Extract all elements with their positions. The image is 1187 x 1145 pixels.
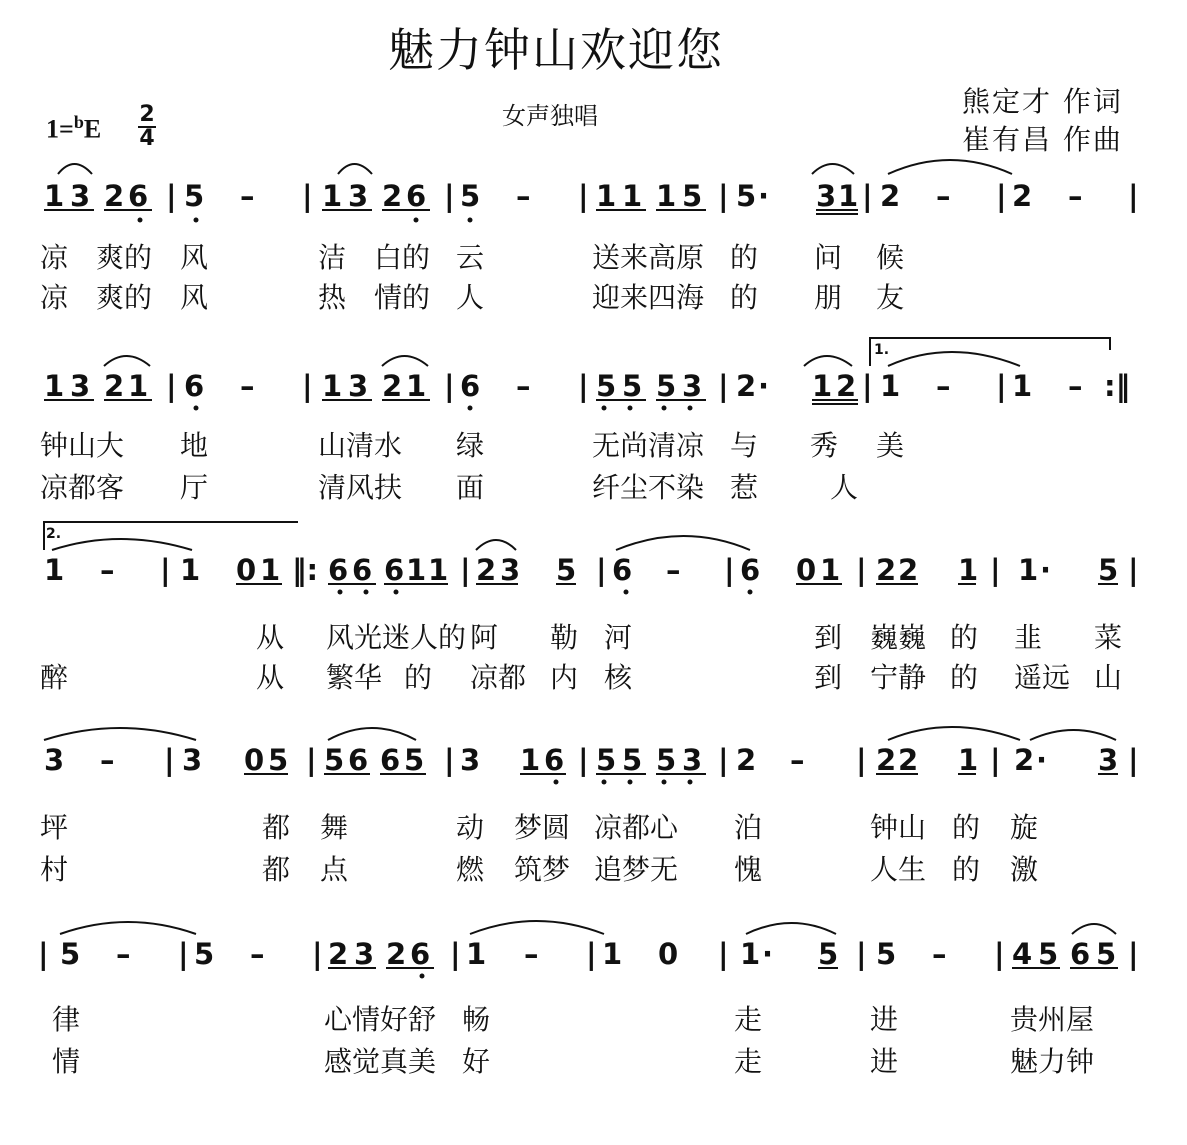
score-glyph: · <box>758 369 770 403</box>
score-glyph: | <box>586 937 597 971</box>
score-glyph: 2 <box>386 937 407 971</box>
score-glyph: 核 <box>604 661 633 694</box>
score-glyph: 1 <box>260 553 281 587</box>
score-glyph: 山清水 <box>318 429 403 462</box>
barline: | <box>578 179 589 213</box>
score-glyph: 山 <box>1094 661 1123 694</box>
barline: | <box>718 179 729 213</box>
note: 1 <box>838 179 859 213</box>
score-glyph: 进 <box>870 1045 899 1078</box>
score-glyph: · <box>1040 553 1052 587</box>
score-glyph: 3 <box>682 743 703 777</box>
score-glyph: 5 <box>876 937 897 971</box>
score-glyph: 秀 <box>810 429 839 462</box>
note: 1 <box>322 179 343 213</box>
score-glyph: 舞 <box>320 811 349 844</box>
score-glyph: | <box>990 553 1001 587</box>
system-3 <box>0 520 1187 600</box>
dash: – <box>240 179 255 213</box>
score-glyph: | <box>1128 937 1139 971</box>
score-glyph: 3 <box>1098 743 1119 777</box>
score-glyph: 1 <box>1018 553 1039 587</box>
score-glyph: 云 <box>456 241 485 274</box>
note: 3 <box>70 179 91 213</box>
score-glyph: 地 <box>180 429 209 462</box>
score-glyph: 5 <box>60 937 81 971</box>
score-glyph: 钟山 <box>870 811 927 844</box>
score-glyph: 3 <box>348 369 369 403</box>
score-glyph: 6 <box>352 553 373 587</box>
score-glyph: – <box>932 937 947 971</box>
score-glyph: 绿 <box>456 429 485 462</box>
score-glyph: 勒 <box>550 621 579 654</box>
score-glyph: 朋 <box>814 281 843 314</box>
score-glyph: 1 <box>406 553 427 587</box>
flat-sign: b <box>73 112 84 132</box>
score-glyph: 3 <box>44 743 65 777</box>
dash: – <box>936 179 951 213</box>
score-glyph: | <box>450 937 461 971</box>
score-glyph: 从 <box>256 661 285 694</box>
barline: | <box>444 179 455 213</box>
score-glyph: 追梦无 <box>594 853 679 886</box>
note: 1 <box>622 179 643 213</box>
score-glyph: 6 <box>460 369 481 403</box>
barline: | <box>166 179 177 213</box>
score-glyph: 5 <box>596 369 617 403</box>
score-glyph: 1 <box>740 937 761 971</box>
score-glyph: 6 <box>328 553 349 587</box>
score-glyph: – <box>100 743 115 777</box>
score-glyph: 贵州屋 <box>1010 1003 1095 1036</box>
score-glyph: 迎来四海 <box>592 281 705 314</box>
score-glyph: 凉都客 <box>40 471 125 504</box>
score-glyph: 0 <box>236 553 257 587</box>
score-glyph: 凉 <box>40 241 69 274</box>
score-glyph: 1 <box>44 553 65 587</box>
score-glyph: 热 <box>318 281 347 314</box>
score-glyph: 进 <box>870 1003 899 1036</box>
score-glyph: | <box>862 369 873 403</box>
note: 5 <box>682 179 703 213</box>
score-glyph: | <box>856 743 867 777</box>
score-glyph: – <box>250 937 265 971</box>
score-glyph: 坪 <box>40 811 69 844</box>
score-glyph: 内 <box>550 661 579 694</box>
score-glyph: 问 <box>814 241 843 274</box>
score-glyph: 燃 <box>456 853 485 886</box>
score-glyph: 2 <box>898 743 919 777</box>
score-glyph: | <box>302 369 313 403</box>
score-glyph: 1 <box>812 369 833 403</box>
score-glyph: 1 <box>880 369 901 403</box>
score-glyph: | <box>444 743 455 777</box>
score-glyph: 感觉真美 <box>324 1045 437 1078</box>
note: 2 <box>104 179 125 213</box>
barline: | <box>1128 179 1139 213</box>
score-glyph: 情的 <box>374 281 431 314</box>
score-glyph: – <box>516 369 531 403</box>
score-glyph: | <box>856 937 867 971</box>
score-glyph: 宁静 <box>870 661 927 694</box>
score-glyph: 5 <box>1098 553 1119 587</box>
score-glyph: 3 <box>682 369 703 403</box>
note: 3 <box>348 179 369 213</box>
note: 1 <box>596 179 617 213</box>
score-glyph: 走 <box>734 1003 763 1036</box>
score-glyph: 1 <box>406 369 427 403</box>
score-glyph: 凉都 <box>470 661 527 694</box>
score-glyph: | <box>312 937 323 971</box>
score-glyph: 6 <box>380 743 401 777</box>
score-glyph: 5 <box>656 743 677 777</box>
score-glyph: | <box>578 743 589 777</box>
system-2 <box>0 336 1187 416</box>
score-glyph: 5 <box>622 369 643 403</box>
score-glyph: 6 <box>612 553 633 587</box>
key-signature <box>46 112 101 145</box>
score-glyph: 清风扶 <box>318 471 403 504</box>
score-glyph: – <box>116 937 131 971</box>
score-glyph: | <box>166 369 177 403</box>
score-glyph: 菜 <box>1094 621 1123 654</box>
score-glyph: 爽的 <box>96 241 153 274</box>
dash: – <box>1068 179 1083 213</box>
score-glyph: | <box>460 553 471 587</box>
score-glyph: – <box>1068 369 1083 403</box>
key-prefix: 1= <box>46 114 74 144</box>
score-glyph: 6 <box>1070 937 1091 971</box>
score-glyph: | <box>718 743 729 777</box>
score-glyph: 遥远 <box>1014 661 1071 694</box>
score-glyph: 6 <box>740 553 761 587</box>
score-glyph: 5 <box>596 743 617 777</box>
score-glyph: 凉都心 <box>594 811 679 844</box>
score-glyph: 5 <box>324 743 345 777</box>
score-glyph: 2 <box>476 553 497 587</box>
score-glyph: 1 <box>958 553 979 587</box>
score-glyph: 3 <box>460 743 481 777</box>
score-glyph: | <box>38 937 49 971</box>
score-glyph: 3 <box>70 369 91 403</box>
score-glyph: 人 <box>456 281 485 314</box>
score-glyph: 风光迷人的 <box>326 621 467 654</box>
note: 5 <box>184 179 205 213</box>
score-glyph: 5 <box>404 743 425 777</box>
score-glyph: 好 <box>462 1045 491 1078</box>
score-glyph: 泊 <box>734 811 763 844</box>
score-glyph: 纤尘不染 <box>592 471 705 504</box>
score-glyph: 5 <box>194 937 215 971</box>
score-glyph: – <box>790 743 805 777</box>
score-glyph: 0 <box>658 937 679 971</box>
score-glyph: 村 <box>40 853 69 886</box>
volta-1: 1. <box>874 342 890 358</box>
score-glyph: 愧 <box>734 853 763 886</box>
score-glyph: 的 <box>730 241 759 274</box>
score-glyph: 的 <box>952 811 981 844</box>
score-glyph: 与 <box>730 429 759 462</box>
score-glyph: 1 <box>1012 369 1033 403</box>
score-glyph: 筑梦 <box>514 853 571 886</box>
system-1 <box>0 148 1187 228</box>
score-glyph: 白的 <box>374 241 431 274</box>
score-glyph: | <box>160 553 171 587</box>
score-glyph: | <box>996 369 1007 403</box>
score-glyph: | <box>724 553 735 587</box>
score-glyph: 2 <box>876 553 897 587</box>
score-glyph: 5 <box>1096 937 1117 971</box>
score-glyph: 1 <box>322 369 343 403</box>
score-glyph: 旋 <box>1010 811 1039 844</box>
performance-type: 女声独唱 <box>502 102 598 130</box>
score-glyph: – <box>100 553 115 587</box>
score-glyph: 风 <box>180 241 209 274</box>
score-glyph: 都 <box>262 853 291 886</box>
score-glyph: | <box>1128 553 1139 587</box>
time-signature <box>138 104 156 150</box>
score-glyph: 的 <box>950 661 979 694</box>
score-glyph: 的 <box>730 281 759 314</box>
score-glyph: 5 <box>556 553 577 587</box>
score-glyph: – <box>240 369 255 403</box>
barline: | <box>302 179 313 213</box>
note: 3 <box>816 179 837 213</box>
key-note: E <box>83 114 102 144</box>
score-glyph: 风 <box>180 281 209 314</box>
score-glyph: 候 <box>876 241 905 274</box>
score-glyph: 律 <box>52 1003 81 1036</box>
score-glyph: 人 <box>830 471 859 504</box>
song-title: 魅力钟山欢迎您 <box>388 23 724 77</box>
score-glyph: 6 <box>544 743 565 777</box>
score-glyph: 繁华 <box>326 661 383 694</box>
note: 6 <box>406 179 427 213</box>
time-bottom: 4 <box>139 126 155 151</box>
score-glyph: | <box>164 743 175 777</box>
score-glyph: 美 <box>876 429 905 462</box>
score-glyph: 魅力钟 <box>1010 1045 1095 1078</box>
composer-credit: 崔有昌 作曲 <box>962 123 1123 156</box>
score-glyph: 1 <box>466 937 487 971</box>
score-glyph: · <box>1036 743 1048 777</box>
score-glyph: 2 <box>736 369 757 403</box>
score-glyph: 爽的 <box>96 281 153 314</box>
system-5 <box>0 904 1187 984</box>
score-glyph: 的 <box>952 853 981 886</box>
score-glyph: 梦圆 <box>514 811 571 844</box>
score-glyph: 凉 <box>40 281 69 314</box>
score-glyph: | <box>718 937 729 971</box>
score-glyph: | <box>578 369 589 403</box>
score-glyph: – <box>936 369 951 403</box>
system-4 <box>0 710 1187 790</box>
score-glyph: 2 <box>382 369 403 403</box>
score-glyph: 1 <box>428 553 449 587</box>
score-glyph: | <box>178 937 189 971</box>
score-glyph: 阿 <box>470 621 499 654</box>
score-glyph: | <box>306 743 317 777</box>
note: 1 <box>44 179 65 213</box>
score-glyph: | <box>1128 743 1139 777</box>
score-glyph: · <box>762 937 774 971</box>
score-glyph: – <box>524 937 539 971</box>
score-glyph: 韭 <box>1014 621 1043 654</box>
score-glyph: | <box>994 937 1005 971</box>
score-glyph: 的 <box>404 661 433 694</box>
note: 2 <box>382 179 403 213</box>
score-glyph: 0 <box>244 743 265 777</box>
score-glyph: – <box>666 553 681 587</box>
score-glyph: 4 <box>1012 937 1033 971</box>
note: 1 <box>656 179 677 213</box>
score-glyph: 到 <box>814 621 843 654</box>
score-glyph: 走 <box>734 1045 763 1078</box>
score-glyph: 友 <box>876 281 905 314</box>
score-glyph: 5 <box>818 937 839 971</box>
time-top: 2 <box>139 102 155 127</box>
score-glyph: | <box>856 553 867 587</box>
score-glyph: | <box>990 743 1001 777</box>
score-glyph: 人生 <box>870 853 927 886</box>
score-glyph: 面 <box>456 471 485 504</box>
score-glyph: 6 <box>348 743 369 777</box>
score-glyph: 2 <box>836 369 857 403</box>
score-glyph: 3 <box>354 937 375 971</box>
score-glyph: 的 <box>950 621 979 654</box>
score-glyph: :‖ <box>1104 369 1131 403</box>
score-glyph: 5 <box>656 369 677 403</box>
score-glyph: 3 <box>500 553 521 587</box>
score-glyph: 到 <box>814 661 843 694</box>
score-glyph: 洁 <box>318 241 347 274</box>
note: 2 <box>1012 179 1033 213</box>
score-glyph: 6 <box>410 937 431 971</box>
score-glyph: 0 <box>796 553 817 587</box>
score-glyph: 1 <box>128 369 149 403</box>
score-glyph: 惹 <box>730 471 759 504</box>
score-glyph: 1 <box>820 553 841 587</box>
note: 5 <box>460 179 481 213</box>
score-glyph: 2 <box>898 553 919 587</box>
note: 5 <box>736 179 757 213</box>
score-glyph: 2 <box>104 369 125 403</box>
score-glyph: 5 <box>268 743 289 777</box>
barline: | <box>862 179 873 213</box>
score-glyph: 2 <box>1014 743 1035 777</box>
score-glyph: 5 <box>1038 937 1059 971</box>
score-glyph: | <box>596 553 607 587</box>
volta-2: 2. <box>46 526 62 542</box>
score-glyph: 厅 <box>180 471 209 504</box>
dot: · <box>758 179 770 213</box>
score-glyph: 2 <box>328 937 349 971</box>
score-glyph: | <box>444 369 455 403</box>
score-glyph: 2 <box>876 743 897 777</box>
score-glyph: 河 <box>604 621 633 654</box>
score-glyph: 送来高原 <box>592 241 705 274</box>
score-glyph: 点 <box>320 853 349 886</box>
score-glyph: 畅 <box>462 1003 491 1036</box>
score-glyph: 巍巍 <box>870 621 927 654</box>
score-glyph: 6 <box>384 553 405 587</box>
score-glyph: 1 <box>602 937 623 971</box>
score-glyph: 1 <box>958 743 979 777</box>
score-glyph: 2 <box>736 743 757 777</box>
score-glyph: ‖: <box>292 553 319 587</box>
score-glyph: 无尚清凉 <box>592 429 705 462</box>
score-glyph: 6 <box>184 369 205 403</box>
score-glyph: 激 <box>1010 853 1039 886</box>
score-glyph: | <box>718 369 729 403</box>
score-glyph: 3 <box>182 743 203 777</box>
score-glyph: 醉 <box>40 661 69 694</box>
score-glyph: 情 <box>52 1045 81 1078</box>
note: 6 <box>128 179 149 213</box>
score-glyph: 从 <box>256 621 285 654</box>
score-glyph: 都 <box>262 811 291 844</box>
barline: | <box>996 179 1007 213</box>
score-glyph: 5 <box>622 743 643 777</box>
score-glyph: 1 <box>520 743 541 777</box>
dash: – <box>516 179 531 213</box>
lyricist-credit: 熊定才 作词 <box>962 85 1123 118</box>
note: 2 <box>880 179 901 213</box>
score-glyph: 1 <box>44 369 65 403</box>
score-glyph: 钟山大 <box>40 429 125 462</box>
score-glyph: 动 <box>456 811 485 844</box>
score-glyph: 心情好舒 <box>324 1003 437 1036</box>
score-glyph: 1 <box>180 553 201 587</box>
